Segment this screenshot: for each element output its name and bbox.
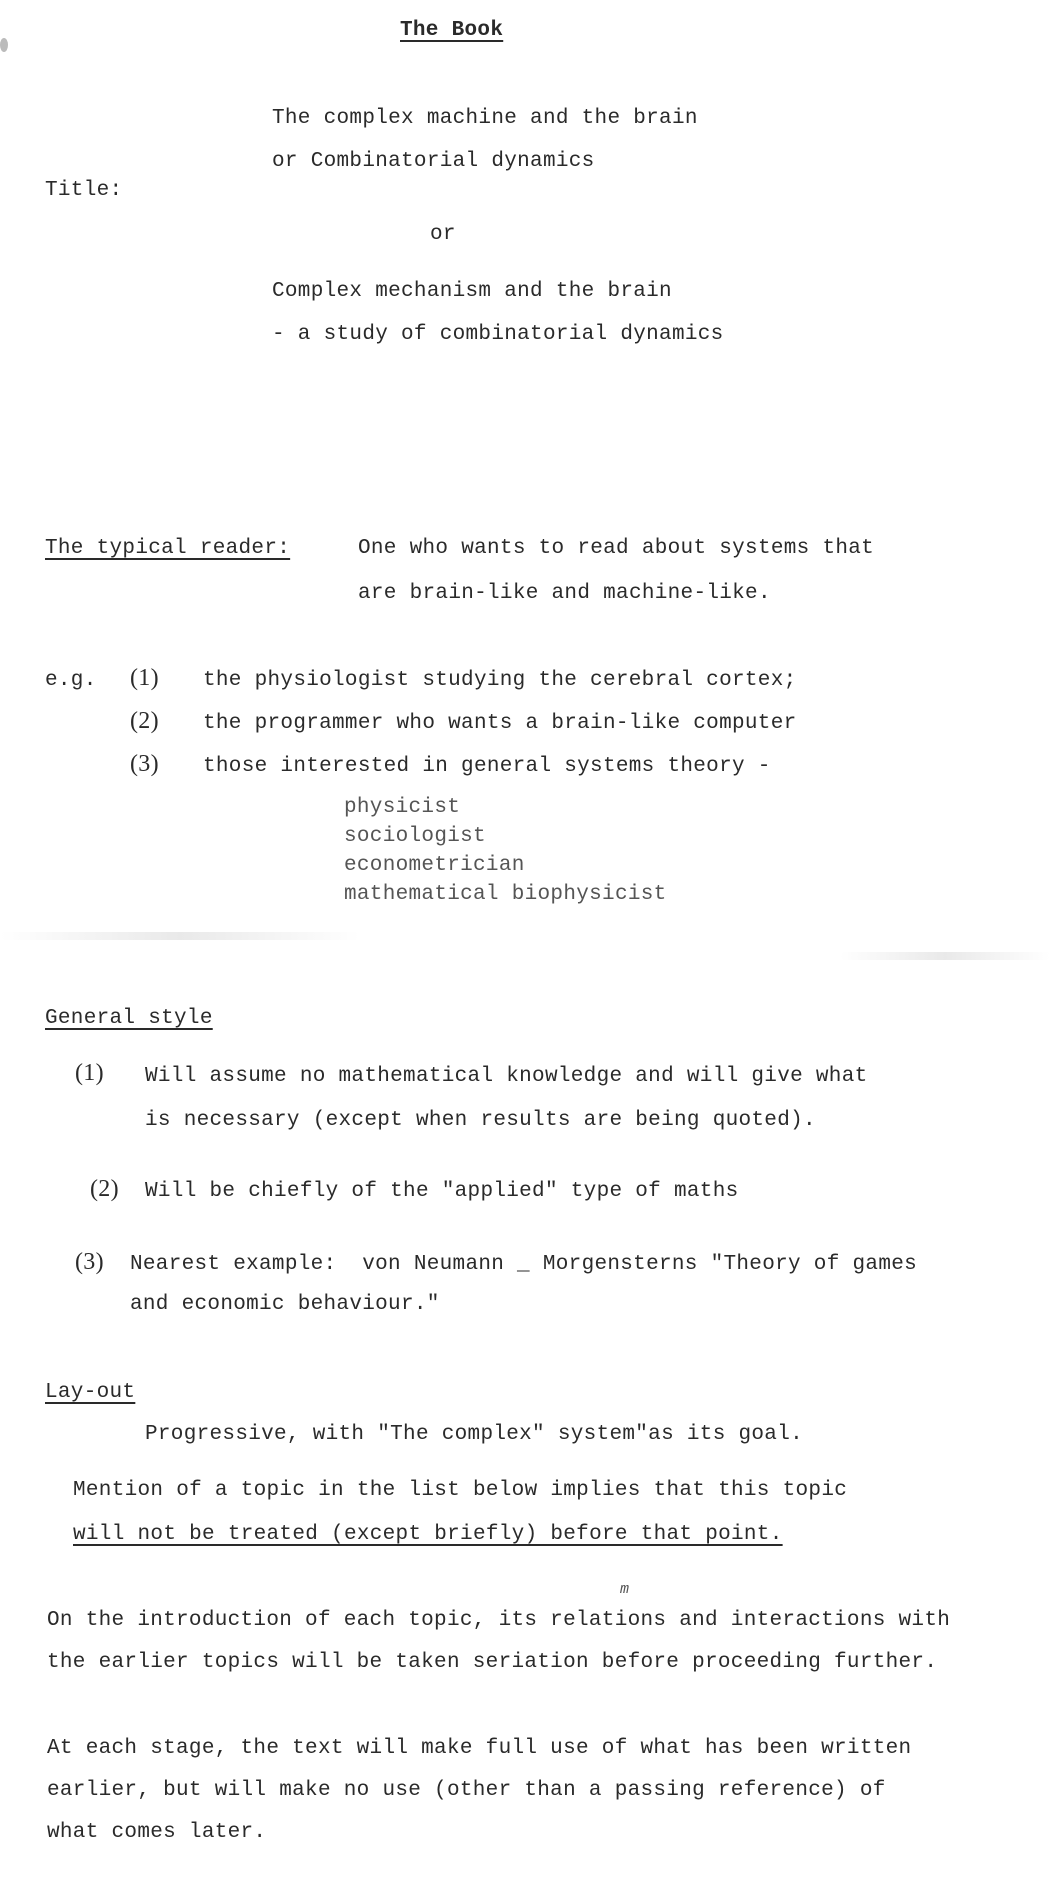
stage-line3: what comes later. — [47, 1821, 267, 1844]
eg-label: e.g. — [45, 669, 97, 692]
title-label: Title: — [45, 179, 123, 202]
mention-line1: Mention of a topic in the list below implies that this topic — [73, 1479, 848, 1502]
reader-item-number: (2) — [130, 708, 159, 734]
subitem: physicist — [344, 796, 461, 819]
reader-item-number: (1) — [130, 665, 159, 691]
title-option1-line1: The complex machine and the brain — [272, 107, 698, 130]
title-separator: or — [430, 223, 456, 246]
intro-line2: the earlier topics will be taken seriation before proceeding further. — [47, 1651, 938, 1674]
scan-smudge — [840, 952, 1050, 960]
title-option2-line2: - a study of combinatorial dynamics — [272, 323, 724, 346]
stage-line2: earlier, but will make no use (other than a passing reference) of — [47, 1779, 886, 1802]
style-item2-text: Will be chiefly of the "applied" type of maths — [145, 1180, 739, 1203]
stage-line1: At each stage, the text will make full use of what has been written — [47, 1737, 912, 1760]
intro-line1: On the introduction of each topic, its relations and interactions with — [47, 1609, 951, 1632]
scan-speck — [0, 38, 8, 52]
style-item1-line2: is necessary (except when results are being quoted). — [145, 1109, 816, 1132]
scan-smudge — [0, 932, 360, 940]
title-option2-line1: Complex mechanism and the brain — [272, 280, 672, 303]
handwritten-correction: m — [620, 1581, 630, 1598]
title-option1-line2: or Combinatorial dynamics — [272, 150, 595, 173]
reader-line2: are brain-like and machine-like. — [358, 582, 771, 605]
subitem: mathematical biophysicist — [344, 883, 667, 906]
reader-line1: One who wants to read about systems that — [358, 537, 875, 560]
subitem: econometrician — [344, 854, 525, 877]
style-item-number: (1) — [75, 1060, 104, 1086]
style-item1-line1: Will assume no mathematical knowledge and will give what — [145, 1065, 868, 1088]
style-item-number: (2) — [90, 1176, 119, 1202]
reader-item-number: (3) — [130, 751, 159, 777]
reader-item-text: those interested in general systems theory - — [203, 755, 771, 778]
page-heading: The Book — [400, 19, 504, 42]
style-label: General style — [45, 1007, 213, 1030]
style-item-number: (3) — [75, 1249, 104, 1275]
subitem: sociologist — [344, 825, 486, 848]
layout-line1: Progressive, with "The complex" system"as its goal. — [145, 1423, 804, 1446]
mention-line2: will not be treated (except briefly) before that point. — [73, 1523, 783, 1546]
style-item3-line2: and economic behaviour." — [130, 1293, 440, 1316]
reader-item-text: the physiologist studying the cerebral cortex; — [203, 669, 797, 692]
layout-label: Lay-out — [45, 1381, 136, 1404]
style-item3-line1: Nearest example: von Neumann _ Morgensterns "Theory of games — [130, 1253, 918, 1276]
reader-label: The typical reader: — [45, 537, 291, 560]
reader-item-text: the programmer who wants a brain-like computer — [203, 712, 797, 735]
